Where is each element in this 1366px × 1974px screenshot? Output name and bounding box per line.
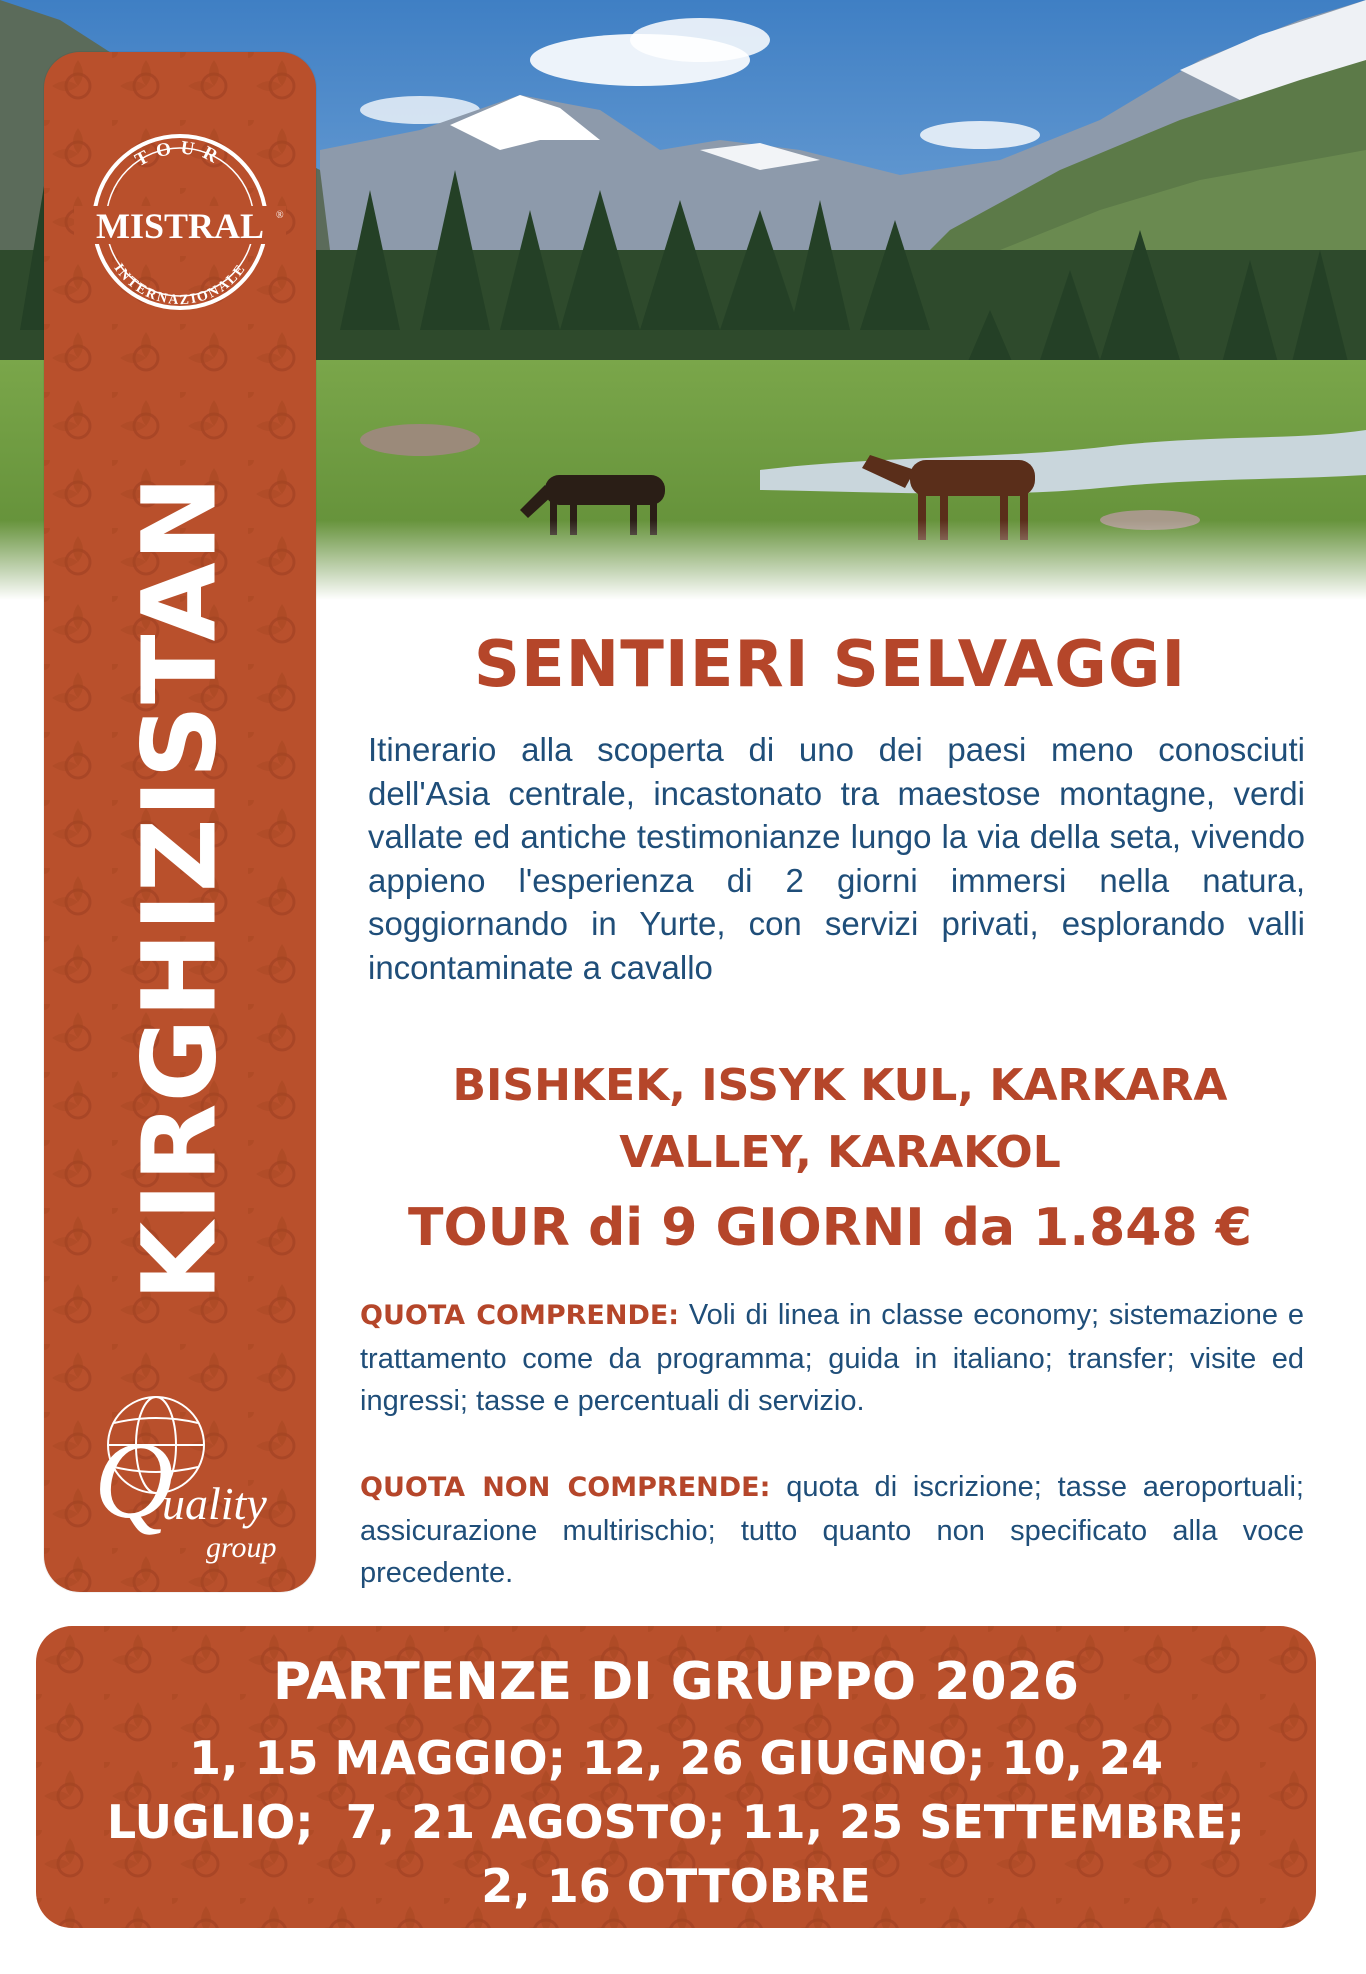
tour-title: SENTIERI SELVAGGI	[473, 628, 1187, 702]
quota-excluded	[360, 1466, 1304, 1595]
registered-mark: ®	[276, 210, 284, 221]
mistral-logo-name: MISTRAL	[95, 206, 265, 246]
svg-text:INTERNAZIONALE	[111, 261, 250, 308]
departures-title: PARTENZE DI GRUPPO 2026	[273, 1652, 1079, 1712]
mistral-logo-bottom: INTERNAZIONALE	[110, 261, 250, 309]
mistral-logo	[72, 114, 288, 330]
quota-included-text: Voli di linea in classe economy; sistemazione e trattamento come da programma; guida in italiano; transfer; visite ed ingressi; tasse e percentuali di servizio.	[360, 1299, 1304, 1417]
country-side-banner	[44, 52, 316, 1592]
quota-included-label: QUOTA COMPRENDE:	[360, 1300, 680, 1331]
quality-word: uality	[162, 1478, 267, 1529]
tour-description: Itinerario alla scoperta di uno dei paesi meno conosciuti dell'Asia centrale, incastonato tra maestose montagne, verdi vallate ed antiche testimonianze lungo la via della seta, vivendo appieno l'esperienza di 2 giorni immersi nella natura, soggiornando in Yurte, con servizi privati, esplorando valli incontaminate a cavallo	[368, 731, 1305, 986]
destinations	[400, 1052, 1280, 1186]
tour-price: TOUR di 9 GIORNI da 1.848 €	[408, 1198, 1252, 1258]
departures-line-1: 1, 15 MAGGIO; 12, 26 GIUGNO; 10, 24	[188, 1731, 1164, 1785]
quality-group-logo	[70, 1367, 300, 1582]
destinations-line-2: VALLEY, KARAKOL	[619, 1127, 1061, 1178]
quota-excluded-label: QUOTA NON COMPRENDE:	[360, 1472, 771, 1503]
departures-line-2: LUGLIO; 7, 21 AGOSTO; 11, 25 SETTEMBRE;	[106, 1795, 1246, 1849]
mistral-logo-top: TOUR	[131, 137, 229, 172]
departures-banner	[36, 1626, 1316, 1928]
departures-line-3: 2, 16 OTTOBRE	[481, 1859, 871, 1913]
quota-included	[360, 1294, 1304, 1423]
country-title: KIRGHIZISTAN	[120, 475, 240, 1301]
quota-excluded-text: quota di iscrizione; tasse aeroportuali; assicurazione multirischio; tutto quanto non specificato alla voce precedente.	[360, 1471, 1304, 1589]
departures-dates	[76, 1726, 1276, 1918]
destinations-line-1: BISHKEK, ISSYK KUL, KARKARA	[452, 1060, 1228, 1111]
quality-sub: group	[206, 1531, 277, 1564]
quality-initial: Q	[94, 1419, 174, 1541]
